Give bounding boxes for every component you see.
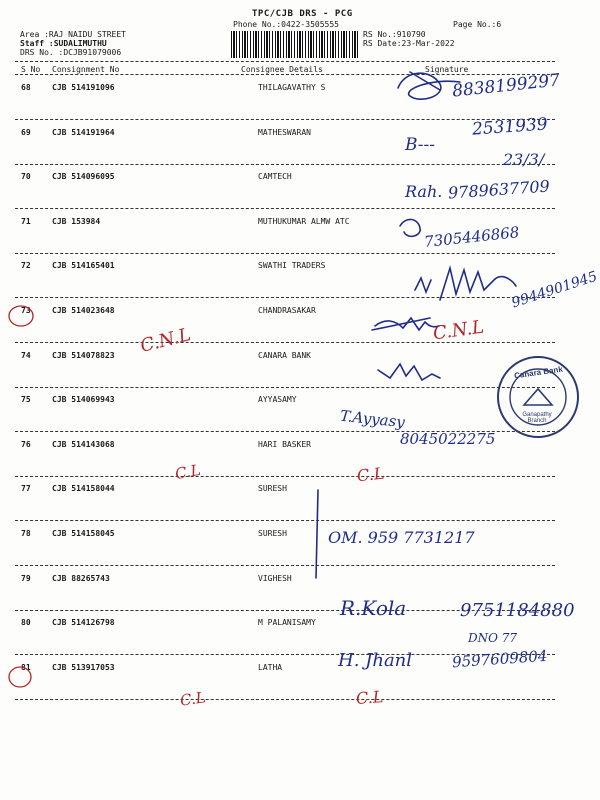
row-consignment: CJB 514023648 bbox=[52, 306, 115, 315]
hw-date-69: 23/3/ bbox=[503, 150, 545, 169]
row-consignment: CJB 514126798 bbox=[52, 618, 115, 627]
row-consignment: CJB 153984 bbox=[52, 217, 101, 226]
stamp-text-top: Canara Bank bbox=[513, 364, 564, 381]
row-consignment: CJB 514096095 bbox=[52, 172, 115, 181]
hw-phone-72: 9944901945 bbox=[509, 268, 600, 312]
hw-phone-75: 8045022275 bbox=[400, 430, 496, 448]
hw-name-75: T.Ayyasy bbox=[339, 406, 406, 432]
row-sno: 69 bbox=[21, 128, 31, 137]
row-sno: 78 bbox=[21, 529, 31, 538]
row-consignee: VIGHESH bbox=[258, 574, 292, 583]
row-sno: 74 bbox=[21, 351, 31, 360]
row-consignee: CHANDRASAKAR bbox=[258, 306, 316, 315]
col-signature: Signature bbox=[425, 65, 469, 74]
row-consignment: CJB 514069943 bbox=[52, 395, 115, 404]
row-consignee: THILAGAVATHY S bbox=[258, 83, 326, 92]
page-number: Page No.:6 bbox=[453, 20, 502, 29]
circle-row-81 bbox=[9, 667, 31, 687]
row-consignment: CJB 513917053 bbox=[52, 663, 115, 672]
rs-date: RS Date:23-Mar-2022 bbox=[363, 39, 455, 48]
row-consignment: CJB 514191964 bbox=[52, 128, 115, 137]
row-consignee: SURESH bbox=[258, 484, 287, 493]
row-consignee: MUTHUKUMAR ALMW ATC bbox=[258, 217, 350, 226]
hw-cnl-73-left: C.N.L bbox=[138, 324, 193, 357]
hw-phone-68: 8838199297 bbox=[451, 70, 561, 102]
row-consignment: CJB 514158044 bbox=[52, 484, 115, 493]
row-consignment: CJB 514165401 bbox=[52, 261, 115, 270]
hw-phone-78: OM. 959 7731217 bbox=[328, 528, 475, 547]
hw-signature-79: R.Kola bbox=[340, 596, 407, 620]
hw-phone-70: 9789637709 bbox=[447, 176, 551, 203]
hw-name-80: H. Jhanl bbox=[338, 650, 413, 671]
phone-number: Phone No.:0422-3505555 bbox=[233, 20, 339, 29]
column-divider-77-78 bbox=[316, 490, 318, 578]
hw-phone-69: 2531939 bbox=[471, 114, 549, 140]
hw-cnl-73-right: C.N.L bbox=[431, 316, 486, 345]
row-consignee: MATHESWARAN bbox=[258, 128, 311, 137]
drs-number: DRS No. :DCJB91079006 bbox=[20, 48, 122, 57]
hw-phone-71: 7305446868 bbox=[423, 223, 521, 251]
row-consignee: HARI BASKER bbox=[258, 440, 311, 449]
row-sno: 76 bbox=[21, 440, 31, 449]
report-title: TPC/CJB DRS - PCG bbox=[252, 9, 353, 19]
signature-72 bbox=[415, 268, 516, 300]
stamp-text-bottom: Ganapathy Branch bbox=[522, 412, 552, 424]
row-consignee: SWATHI TRADERS bbox=[258, 261, 326, 270]
row-consignee: M PALANISAMY bbox=[258, 618, 316, 627]
row-sno: 73 bbox=[21, 306, 31, 315]
col-consignment: Consignment No bbox=[52, 65, 120, 74]
area-label: Area :RAJ NAIDU STREET bbox=[20, 30, 126, 39]
row-consignment: CJB 88265743 bbox=[52, 574, 110, 583]
hw-cl-81-right: C.L bbox=[355, 687, 385, 708]
row-consignee: LATHA bbox=[258, 663, 283, 672]
hw-signature-69: B--- bbox=[405, 135, 436, 155]
hw-phone-80: 9597609804 bbox=[451, 646, 548, 672]
row-consignee: AYYASAMY bbox=[258, 395, 297, 404]
rs-number: RS No.:910790 bbox=[363, 30, 426, 39]
col-sno: S No bbox=[21, 65, 41, 74]
row-consignment: CJB 514143068 bbox=[52, 440, 115, 449]
staff-label: Staff :SUDALIMUTHU bbox=[20, 39, 107, 48]
col-consignee: Consignee Details bbox=[241, 65, 323, 74]
hw-cl-76-left: C.L bbox=[173, 460, 203, 484]
row-sno: 68 bbox=[21, 83, 31, 92]
hw-signature-70: Rah. bbox=[405, 182, 443, 201]
row-consignment: CJB 514078823 bbox=[52, 351, 115, 360]
signature-74 bbox=[378, 364, 440, 380]
hw-cl-81-left: C.L bbox=[178, 688, 207, 710]
row-sno: 71 bbox=[21, 217, 31, 226]
row-sno: 79 bbox=[21, 574, 31, 583]
signature-71 bbox=[400, 219, 420, 236]
row-sno: 80 bbox=[21, 618, 31, 627]
row-sno: 81 bbox=[21, 663, 31, 672]
circle-row-73 bbox=[9, 306, 33, 326]
hw-cl-76-right: C.L bbox=[356, 463, 386, 486]
row-sno: 70 bbox=[21, 172, 31, 181]
row-consignment: CJB 514191096 bbox=[52, 83, 115, 92]
row-consignee: CAMTECH bbox=[258, 172, 292, 181]
row-sno: 72 bbox=[21, 261, 31, 270]
row-consignment: CJB 514158045 bbox=[52, 529, 115, 538]
hw-phone-79: 9751184880 bbox=[460, 600, 575, 621]
hw-note-80: DNO 77 bbox=[468, 631, 518, 645]
row-consignee: SURESH bbox=[258, 529, 287, 538]
row-sno: 77 bbox=[21, 484, 31, 493]
row-consignee: CANARA BANK bbox=[258, 351, 311, 360]
row-sno: 75 bbox=[21, 395, 31, 404]
